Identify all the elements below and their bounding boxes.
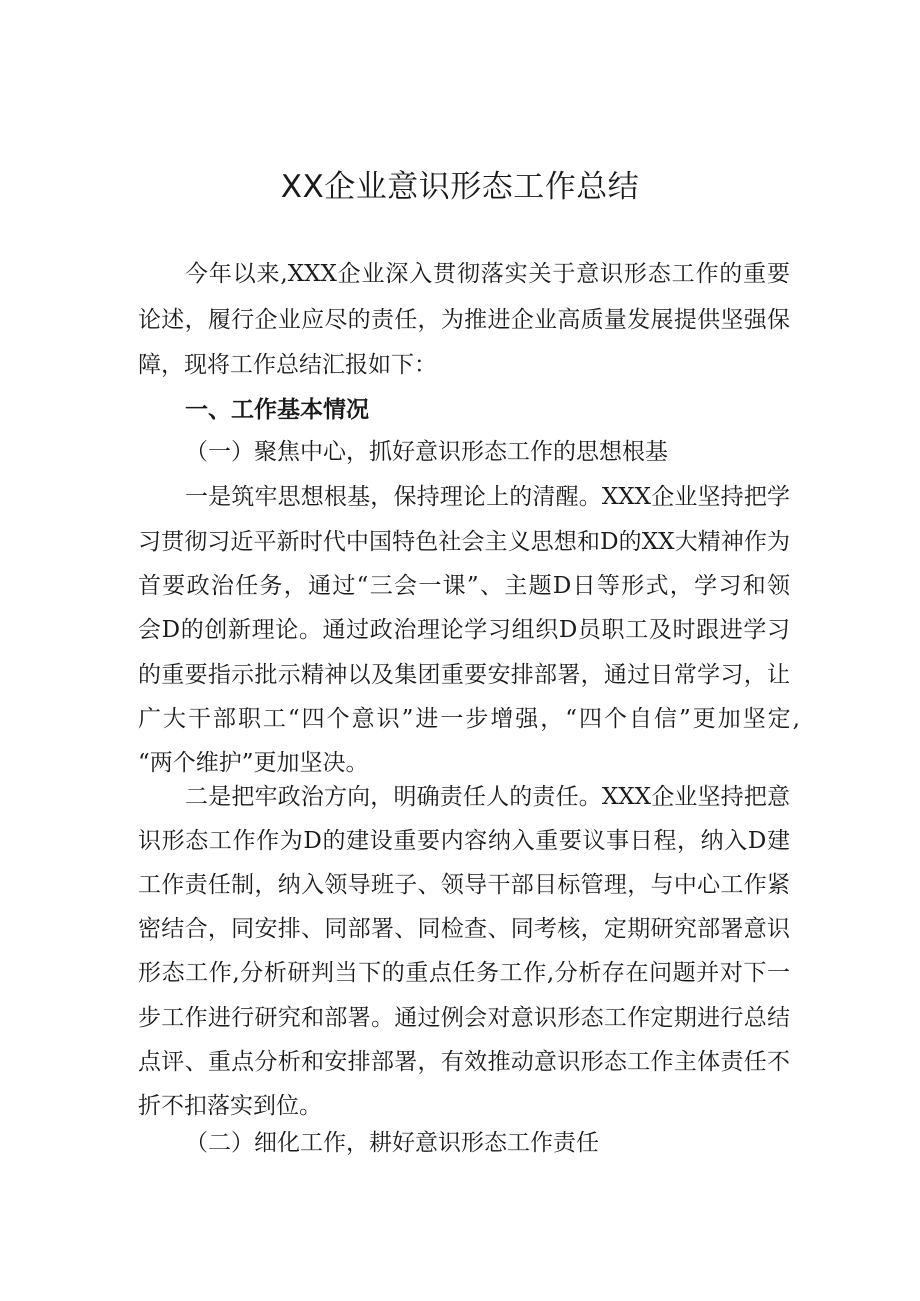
paragraph-line: 步工作进行研究和部署。通过例会对意识形态工作定期进行总结 (138, 1005, 790, 1031)
paragraph-line: 首要政治任务，通过“三会一课”、主题D日等形式，学习和领 (138, 573, 790, 599)
document-title: XX企业意识形态工作总结 (280, 169, 640, 205)
paragraph-line: 会D的创新理论。通过政治理论学习组织D员职工及时跟进学习 (138, 617, 790, 643)
paragraph-line: 习贯彻习近平新时代中国特色社会主义思想和D的XX大精神作为 (138, 529, 790, 555)
paragraph-line: 识形态工作作为D的建设重要内容纳入重要议事日程，纳入D建 (138, 828, 790, 854)
paragraph-line: 形态工作,分析研判当下的重点任务工作,分析存在问题并对下一 (138, 960, 790, 986)
paragraph-line: 的重要指示批示精神以及集团重要安排部署，通过日常学习，让 (138, 662, 790, 688)
paragraph-line: 广大干部职工“四个意识”进一步增强，“四个自信”更加坚定, (138, 706, 800, 732)
paragraph-line: 二是把牢政治方向，明确责任人的责任。XXX企业坚持把意 (185, 784, 790, 810)
paragraph-line: 障，现将工作总结汇报如下： (138, 352, 437, 378)
paragraph-line: 工作责任制，纳入领导班子、领导干部目标管理，与中心工作紧 (138, 872, 790, 898)
section-heading: 一、工作基本情况 (185, 397, 369, 423)
paragraph-line: 今年以来,XXX企业深入贯彻落实关于意识形态工作的重要 (185, 261, 790, 287)
paragraph-line: “两个维护”更加坚决。 (138, 750, 369, 776)
paragraph-line: 密结合，同安排、同部署、同检查、同考核，定期研究部署意识 (138, 916, 790, 942)
subsection-heading: （二）细化工作，耕好意识形态工作责任 (185, 1130, 599, 1156)
paragraph-line: 论述，履行企业应尽的责任，为推进企业高质量发展提供坚强保 (138, 307, 790, 333)
subsection-heading: （一）聚焦中心，抓好意识形态工作的思想根基 (185, 439, 668, 465)
paragraph-line: 点评、重点分析和安排部署，有效推动意识形态工作主体责任不 (138, 1049, 790, 1075)
paragraph-line: 折不扣落实到位。 (138, 1093, 322, 1119)
paragraph-line: 一是筑牢思想根基，保持理论上的清醒。XXX企业坚持把学 (185, 484, 790, 510)
